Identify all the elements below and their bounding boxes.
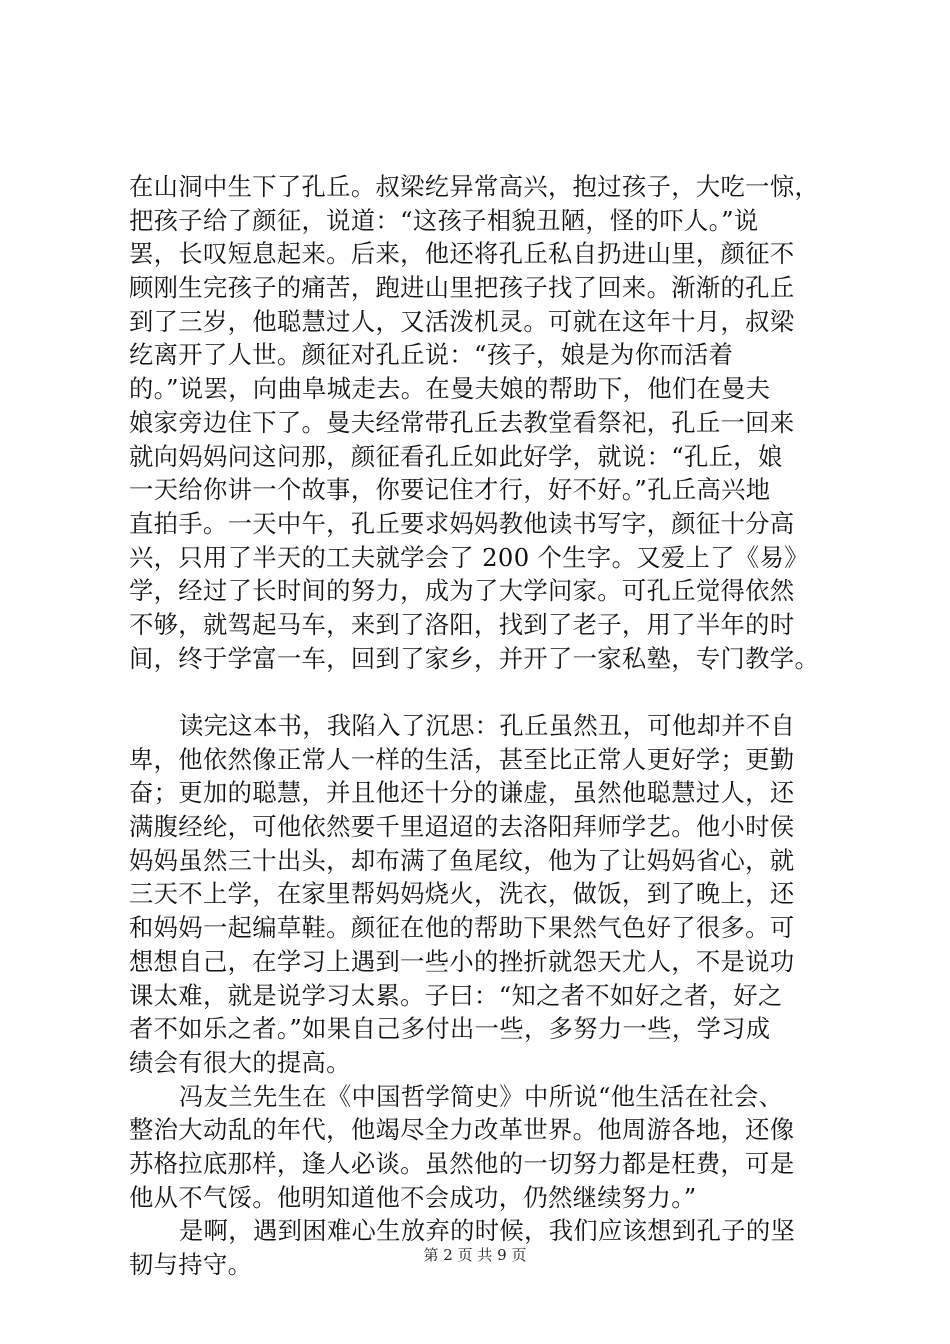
text-line: 把孩子给了颜征，说道：“这孩子相貌丑陋，怪的吓人。”说 <box>129 205 759 235</box>
paragraph <box>129 709 829 1080</box>
text-line: 者不如乐之者。”如果自己多付出一些，多努力一些，学习成 <box>129 1014 771 1044</box>
text-line: 间，终于学富一车，回到了家乡，并开了一家私塾，专门教学。 <box>129 643 820 673</box>
paragraph-spacer <box>129 675 829 709</box>
page-number-footer: 第 2 页 共 9 页 <box>423 1246 527 1264</box>
text-line: 和妈妈一起编草鞋。颜征在他的帮助下果然气色好了很多。可 <box>129 913 795 943</box>
text-line: 奋；更加的聪慧，并且他还十分的谦虚，虽然他聪慧过人，还 <box>129 778 795 808</box>
text-line: 三天不上学，在家里帮妈妈烧火，洗衣，做饭，到了晚上，还 <box>129 879 795 909</box>
text-line: 一天给你讲一个故事，你要记住才行，好不好。”孔丘高兴地 <box>129 475 771 505</box>
text-line: 罢，长叹短息起来。后来，他还将孔丘私自扔进山里，颜征不 <box>129 239 795 269</box>
text-line: 在山洞中生下了孔丘。叔梁纥异常高兴，抱过孩子，大吃一惊， <box>129 172 820 201</box>
text-line: 满腹经纶，可他依然要千里迢迢的去洛阳拜师学艺。他小时侯 <box>129 812 795 842</box>
text-line: 绩会有很大的提高。 <box>129 1047 351 1077</box>
text-line: 韧与持守。 <box>129 1250 253 1279</box>
text-line: 读完这本书，我陷入了沉思：孔丘虽然丑，可他却并不自 <box>179 711 796 740</box>
text-line: 就向妈妈问这问那，颜征看孔丘如此好学，就说：“孔丘，娘 <box>129 441 783 471</box>
text-line: 卑，他依然像正常人一样的生活，甚至比正常人更好学；更勤 <box>129 744 795 774</box>
text-line: 想想自己，在学习上遇到一些小的挫折就怨天尤人，不是说功 <box>129 946 795 976</box>
text-line: 到了三岁，他聪慧过人，又活泼机灵。可就在这年十月，叔梁 <box>129 306 795 336</box>
text-line: 不够，就驾起马车，来到了洛阳，找到了老子，用了半年的时 <box>129 609 795 639</box>
text-line: 学，经过了长时间的努力，成为了大学问家。可孔丘觉得依然 <box>129 576 795 606</box>
text-line: 的。”说罢，向曲阜城走去。在曼夫娘的帮助下，他们在曼夫 <box>129 374 771 404</box>
text-line: 妈妈虽然三十出头，却布满了鱼尾纹，他为了让妈妈省心，就 <box>129 845 795 875</box>
text-line: 整治大动乱的年代，他竭尽全力改革世界。他周游各地，还像 <box>129 1115 795 1145</box>
text-line: 他从不气馁。他明知道他不会成功，仍然继续努力。” <box>129 1182 697 1212</box>
text-line: 纥离开了人世。颜征对孔丘说：“孩子，娘是为你而活着 <box>129 340 734 370</box>
text-line: 直拍手。一天中午，孔丘要求妈妈教他读书写字，颜征十分高 <box>129 508 795 538</box>
text-line: 课太难，就是说学习太累。子曰：“知之者不如好之者，好之 <box>129 980 783 1010</box>
text-line: 苏格拉底那样，逢人必谈。虽然他的一切努力都是枉费，可是 <box>129 1148 795 1178</box>
text-line: 娘家旁边住下了。曼夫经常带孔丘去教堂看祭祀，孔丘一回来 <box>129 407 795 437</box>
text-line: 兴，只用了半天的工夫就学会了 200 个生字。又爱上了《易》 <box>129 542 809 572</box>
text-line: 顾刚生完孩子的痛苦，跑进山里把孩子找了回来。渐渐的孔丘 <box>129 273 795 303</box>
document-body <box>129 170 829 1282</box>
text-line: 冯友兰先生在《中国哲学简史》中所说“他生活在社会、 <box>179 1081 784 1111</box>
text-line: 是啊，遇到困难心生放弃的时候，我们应该想到孔子的坚 <box>179 1216 796 1246</box>
paragraph <box>129 170 829 675</box>
paragraph <box>129 1080 829 1215</box>
